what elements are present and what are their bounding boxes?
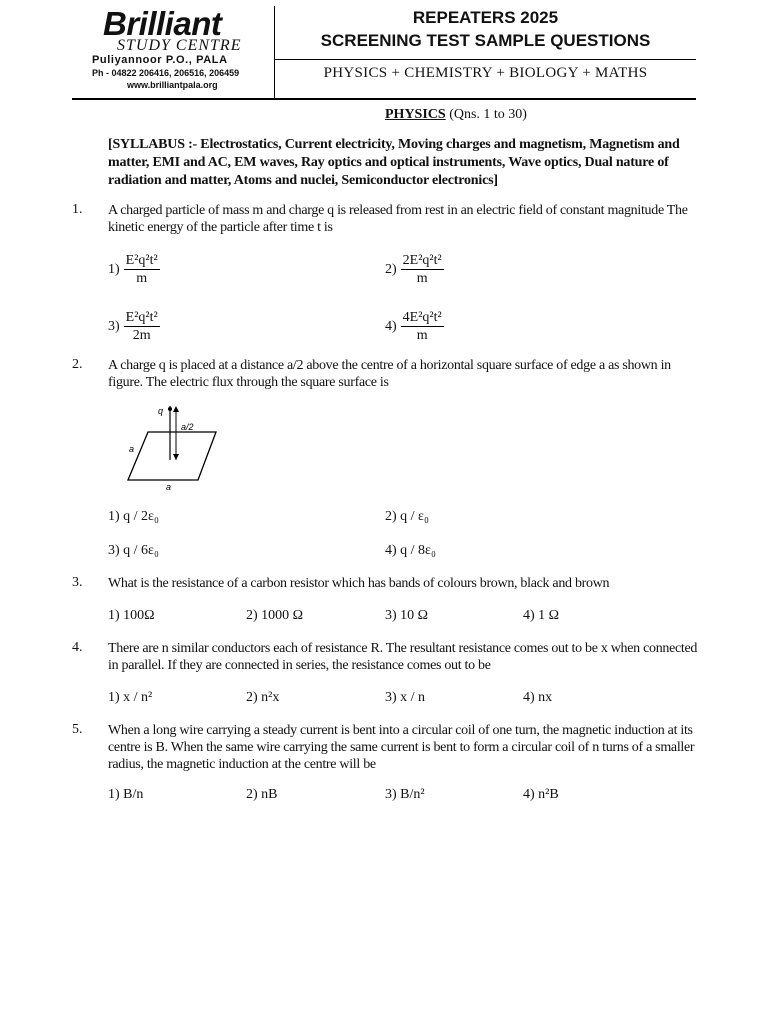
question-number: 4.	[72, 640, 83, 655]
arrow-down-icon	[173, 454, 179, 460]
option-label: 1)	[108, 261, 120, 277]
option-1-1	[108, 252, 160, 287]
option-label: 3)	[108, 543, 120, 558]
option-label: 4)	[523, 787, 535, 802]
question-text: A charge q is placed at a distance a/2 above the centre of a horizontal square surface of edge a as shown in figure. The electric flux through the square surface is	[108, 358, 671, 390]
charge-label: q	[158, 406, 164, 416]
option-label: 2)	[246, 690, 258, 705]
title-line-1: REPEATERS 2025	[412, 8, 559, 27]
option-value: x / n	[400, 690, 426, 705]
option-value: n²B	[538, 787, 559, 802]
option-value: 1 Ω	[538, 608, 560, 623]
option-label: 3)	[385, 787, 397, 802]
option-label: 4)	[523, 690, 535, 705]
option-value: n²x	[261, 690, 280, 705]
section-range: (Qns. 1 to 30)	[449, 107, 527, 122]
option-value: B/n	[123, 787, 144, 802]
question-text: What is the resistance of a carbon resistor which has bands of colours brown, black and brown	[108, 576, 610, 591]
option-3-2	[246, 608, 303, 624]
option-4-1	[108, 690, 152, 706]
option-2-2	[385, 509, 429, 525]
option-value: 10 Ω	[400, 608, 429, 623]
fraction-numerator: E²q²t²	[125, 310, 158, 325]
logo-wordmark: Brilliant	[103, 5, 222, 42]
option-value: 1000 Ω	[261, 608, 304, 623]
subjects-line: PHYSICS + CHEMISTRY + BIOLOGY + MATHS	[323, 65, 648, 81]
question-text: A charged particle of mass m and charge q is released from rest in an electric field of constant magnitude The kinetic energy of the particle after time t is	[108, 203, 688, 235]
phone-numbers: Ph - 04822 206416, 206516, 206459	[92, 68, 240, 78]
option-4-2	[246, 690, 279, 706]
option-label: 4)	[385, 318, 397, 334]
option-label: 4)	[523, 608, 535, 623]
option-4-3	[385, 690, 425, 706]
distance-label: a/2	[181, 422, 194, 432]
section-name: PHYSICS	[385, 107, 446, 122]
option-value: q / 6ε₀	[123, 543, 159, 558]
option-5-1	[108, 787, 143, 803]
option-5-3	[385, 787, 425, 803]
title-line-2: SCREENING TEST SAMPLE QUESTIONS	[320, 31, 651, 50]
question-number: 5.	[72, 722, 83, 737]
option-label: 3)	[385, 690, 397, 705]
square-surface	[128, 432, 216, 480]
option-2-4	[385, 543, 436, 559]
option-1-3	[108, 309, 160, 344]
header-rule	[275, 59, 696, 60]
option-label: 1)	[108, 608, 120, 623]
syllabus: [SYLLABUS :- Electrostatics, Current electricity, Moving charges and magnetism, Magnetism and matter, EMI and AC, EM waves, Ray optics and optical instruments, Wave optics, Dual nature of radiation and matter, Atoms and nuclei, Semiconductor electronics]	[108, 137, 680, 188]
fraction	[401, 252, 444, 287]
option-label: 2)	[246, 787, 258, 802]
option-value: x / n²	[123, 690, 153, 705]
fraction-numerator: 2E²q²t²	[402, 253, 442, 268]
fraction-numerator: 4E²q²t²	[402, 310, 442, 325]
fraction	[124, 309, 160, 344]
option-5-2	[246, 787, 278, 803]
fraction	[124, 252, 160, 287]
option-value: 100Ω	[123, 608, 155, 623]
square-surface-figure	[120, 402, 230, 492]
option-value: nB	[261, 787, 278, 802]
fraction	[401, 309, 444, 344]
option-2-1	[108, 509, 159, 525]
question-number: 2.	[72, 357, 83, 372]
logo-subtitle: STUDY CENTRE	[117, 37, 242, 54]
option-label: 2)	[385, 509, 397, 524]
option-label: 2)	[246, 608, 258, 623]
option-value: q / 2ε₀	[123, 509, 159, 524]
option-1-4	[385, 309, 444, 344]
fraction-denominator: m	[416, 271, 428, 286]
question-text: When a long wire carrying a steady current is bent into a circular coil of one turn, the magnetic induction at its centre is B. When the same wire carrying the same current is bent to form a circular coil of n turns of a smaller radius, the magnetic induction at the centre will be	[108, 723, 695, 772]
option-value: B/n²	[400, 787, 425, 802]
option-1-2	[385, 252, 444, 287]
edge-label-left: a	[129, 444, 135, 454]
edge-label-bottom: a	[166, 482, 172, 492]
address: Puliyannoor P.O., PALA	[92, 54, 228, 66]
option-value: q / 8ε₀	[400, 543, 436, 558]
question-number: 3.	[72, 575, 83, 590]
option-3-1	[108, 608, 155, 624]
fraction-numerator: E²q²t²	[125, 253, 158, 268]
option-value: nx	[538, 690, 553, 705]
arrow-up-icon	[173, 406, 179, 412]
point-charge	[168, 407, 172, 411]
option-label: 1)	[108, 690, 120, 705]
section-heading	[385, 107, 527, 123]
question-number: 1.	[72, 202, 83, 217]
option-label: 1)	[108, 787, 120, 802]
fraction-denominator: m	[416, 328, 428, 343]
option-label: 1)	[108, 509, 120, 524]
question-text: There are n similar conductors each of resistance R. The resultant resistance comes out to be x when connected in parallel. If they are connected in series, the resistance comes out to be	[108, 641, 698, 673]
fraction-denominator: m	[136, 271, 148, 286]
option-3-4	[523, 608, 559, 624]
option-label: 3)	[108, 318, 120, 334]
option-value: q / ε₀	[400, 509, 429, 524]
fraction-denominator: 2m	[132, 328, 151, 343]
option-2-3	[108, 543, 159, 559]
option-label: 3)	[385, 608, 397, 623]
website: www.brilliantpala.org	[127, 80, 218, 90]
option-label: 2)	[385, 261, 397, 277]
header-bottom-rule	[72, 98, 696, 100]
option-4-4	[523, 690, 552, 706]
option-5-4	[523, 787, 559, 803]
option-label: 4)	[385, 543, 397, 558]
option-3-3	[385, 608, 428, 624]
